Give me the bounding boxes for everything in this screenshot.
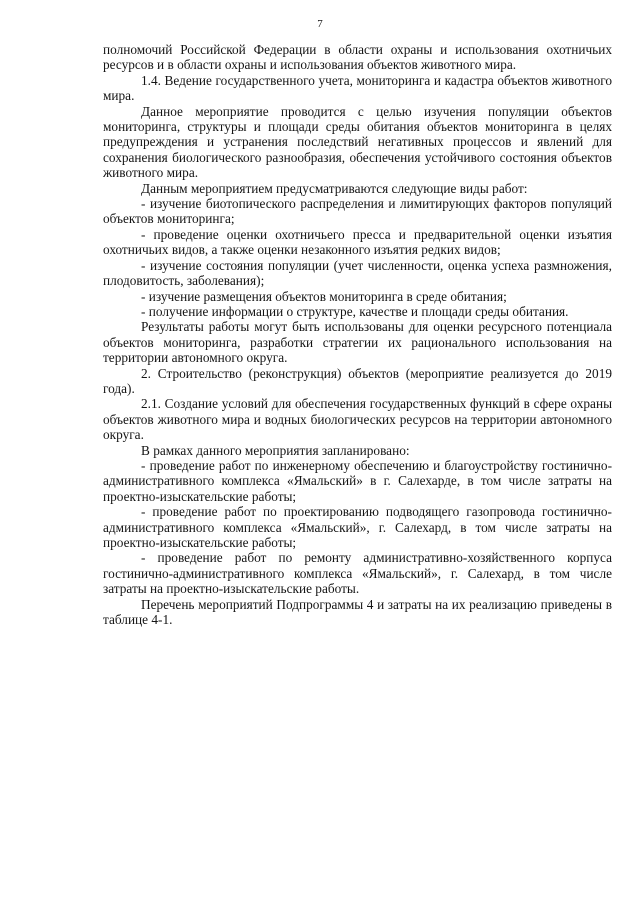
list-item-work-type: - изучение биотопического распределения и лимитирующих факторов популяций объектов мониторинга; (103, 196, 612, 227)
list-item-work-type: - проведение оценки охотничьего пресса и предварительной оценки изъятия охотничьих видов, а также оценки незаконного изъятия редких видов; (103, 226, 612, 258)
list-item-work-type: - получение информации о структуре, качестве и площади среды обитания. (141, 303, 569, 319)
section-heading-2-1: 2.1. Создание условий для обеспечения государственных функций в сфере охраны объектов животного мира и водных биологических ресурсов на территории автономного округа. (103, 396, 612, 443)
section-heading-1-4: 1.4. Ведение государственного учета, мониторинга и кадастра объектов животного мира. (103, 72, 612, 104)
paragraph-results: Результаты работы могут быть использованы для оценки ресурсного потенциала объектов мониторинга, разработки стратегии их рационального использования на территории автономного округа. (103, 319, 612, 366)
paragraph-continuation: полномочий Российской Федерации в области охраны и использования охотничьих ресурсов и в области охраны и использования объектов животного мира. (103, 42, 612, 73)
list-item-planned-work: - проведение работ по инженерному обеспечению и благоустройству гостинично-административного комплекса «Ямальский» в г. Салехарде, в том числе затраты на проектно-изыскательские работы; (103, 457, 612, 504)
document-body (103, 42, 612, 627)
list-item-work-type: - изучение состояния популяции (учет численности, оценка успеха размножения, плодовитость, заболевания); (103, 257, 612, 289)
list-item-planned-work: - проведение работ по проектированию подводящего газопровода гостинично-административного комплекса «Ямальский», г. Салехард, в том числе затраты на проектно-изыскательские работы; (103, 504, 612, 550)
page-number: 7 (317, 18, 323, 30)
paragraph-purpose: Данное мероприятие проводится с целью изучения популяции объектов мониторинга, структуры и площади среды обитания объектов мониторинга в целях предупреждения и устранения последствий негативных процессов и явлений для сохранения биологического разнообразия, обеспечения устойчивого состояния объектов животного мира. (103, 103, 612, 181)
list-item-planned-work: - проведение работ по ремонту административно-хозяйственного корпуса гостинично-административного комплекса «Ямальский», г. Салехард, в том числе затраты на проектно-изыскательские работы. (103, 550, 612, 597)
section-heading-2: 2. Строительство (реконструкция) объектов (мероприятие реализуется до 2019 года). (103, 365, 612, 396)
paragraph-work-types-intro: Данным мероприятием предусматриваются следующие виды работ: (141, 180, 528, 196)
paragraph-planned-intro: В рамках данного мероприятия запланировано: (141, 442, 410, 458)
list-item-work-type: - изучение размещения объектов мониторинга в среде обитания; (141, 288, 507, 304)
paragraph-table-reference: Перечень мероприятий Подпрограммы 4 и затраты на их реализацию приведены в таблице 4-1. (103, 596, 612, 628)
